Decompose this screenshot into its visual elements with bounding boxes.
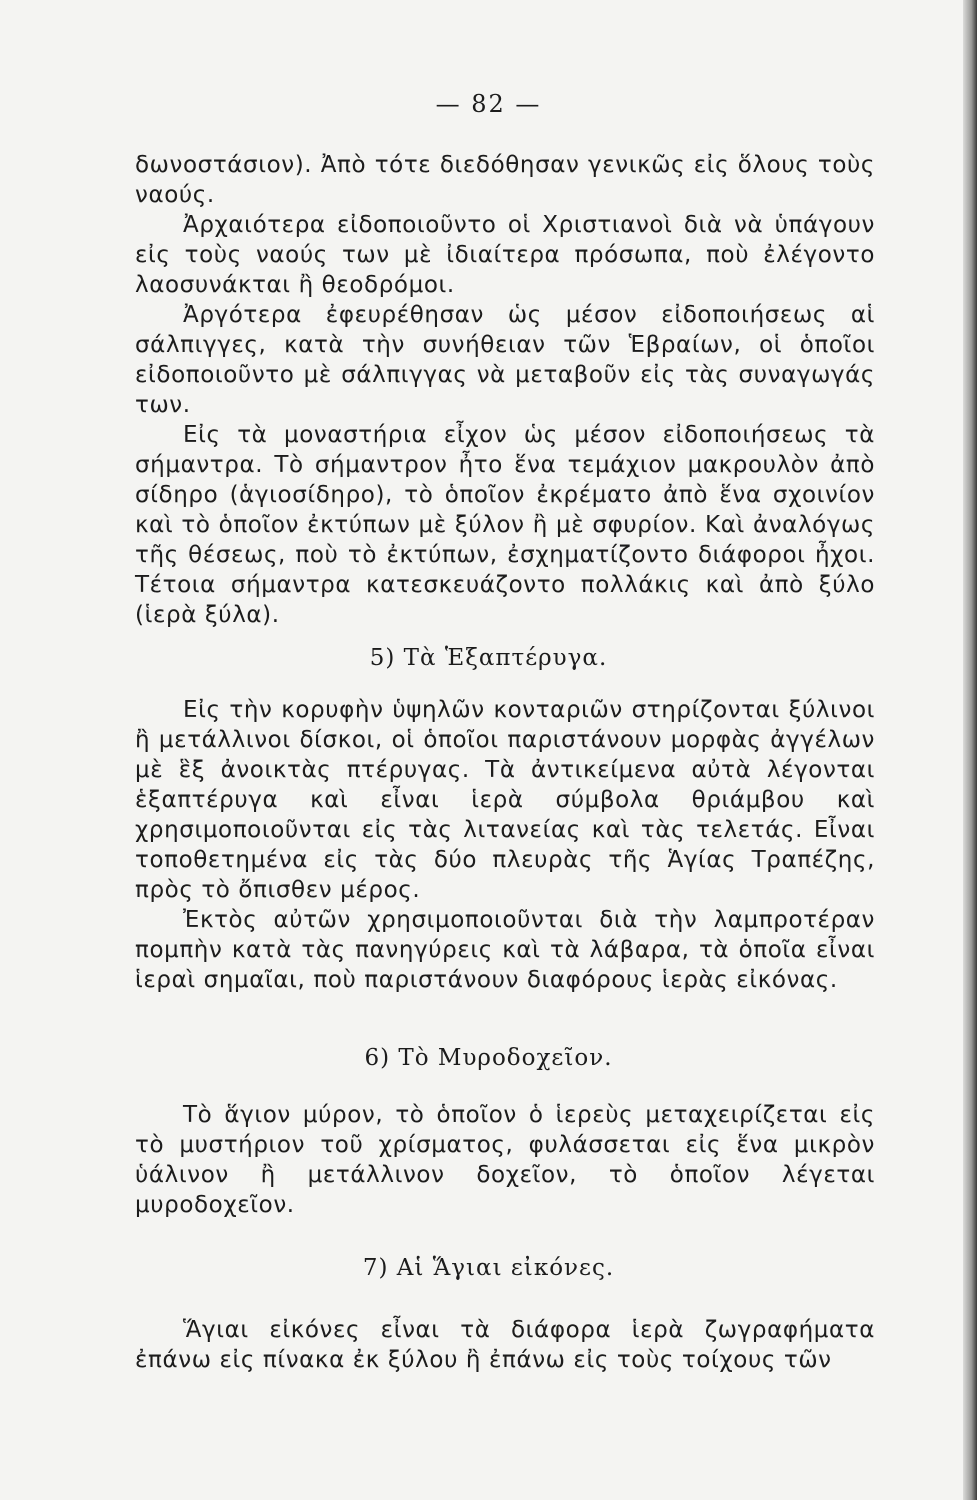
paragraph-lavara: Ἐκτὸς αὐτῶν χρησιμοποιοῦνται διὰ τὴν λαμπροτέραν πομπὴν κατὰ τὰς πανηγύρεις καὶ τὰ λάβαρα, τὰ ὁποῖα εἶναι ἱεραὶ σημαῖαι, ποὺ παριστάνουν διαφόρους ἱερὰς εἰκόνας. [135,907,875,993]
section-5-text [135,695,875,995]
paragraph-continuation: δωνοστάσιον). Ἀπὸ τότε διεδόθησαν γενικῶς εἰς ὅλους τοὺς ναούς. [135,152,875,208]
page-number: — 82 — [435,90,542,118]
paragraph-simantra: Εἰς τὰ μοναστήρια εἶχον ὡς μέσον εἰδοποιήσεως τὰ σήμαντρα. Τὸ σήμαντρον ἦτο ἕνα τεμάχιον μακρουλὸν ἀπὸ σίδηρο (ἁγιοσίδηρο), τὸ ὁποῖον ἐκρέματο ἀπὸ ἕνα σχοινίον καὶ τὸ ὁποῖον ἐκτύπων μὲ ξύλον ἢ μὲ σφυρίον. Καὶ ἀναλόγως τῆς θέσεως, ποὺ τὸ ἐκτύπων, ἐσχηματίζοντο διάφοροι ἦχοι. Τέτοια σήμαντρα κατεσκευάζοντο πολλάκις καὶ ἀπὸ ξύλο (ἱερὰ ξύλα). [135,422,875,628]
paragraph-exaptera: Εἰς τὴν κορυφὴν ὑψηλῶν κονταριῶν στηρίζονται ξύλινοι ἢ μετάλλινοι δίσκοι, οἱ ὁποῖοι παριστάνουν μορφὰς ἀγγέλων μὲ ἓξ ἀνοικτὰς πτέρυγας. Τὰ ἀντικείμενα αὐτὰ λέγονται ἑξαπτέρυγα καὶ εἶναι ἱερὰ σύμβολα θριάμβου καὶ χρησιμοποιοῦνται εἰς τὰς λιτανείας καὶ τὰς τελετάς. Εἶναι τοποθετημένα εἰς τὰς δύο πλευρὰς τῆς Ἁγίας Τραπέζης, πρὸς τὸ ὄπισθεν μέρος. [135,697,875,903]
section-7-text [135,1315,875,1375]
paragraph-salpinges: Ἀργότερα ἐφευρέθησαν ὡς μέσον εἰδοποιήσεως αἱ σάλπιγγες, κατὰ τὴν συνήθειαν τῶν Ἑβραίων, οἱ ὁποῖοι εἰδοποιοῦντο μὲ σάλπιγγας νὰ μεταβοῦν εἰς τὰς συναγωγάς των. [135,302,875,418]
intro-text-block [135,150,875,630]
paragraph-laosynaktai: Ἀρχαιότερα εἰδοποιοῦντο οἱ Χριστιανοὶ διὰ νὰ ὑπάγουν εἰς τοὺς ναούς των μὲ ἰδιαίτερα πρόσωπα, ποὺ ἐλέγοντο λαοσυνάκται ἢ θεοδρόμοι. [135,212,875,298]
paragraph-myrodocheio: Τὸ ἅγιον μύρον, τὸ ὁποῖον ὁ ἱερεὺς μεταχειρίζεται εἰς τὸ μυστήριον τοῦ χρίσματος, φυλάσσεται εἰς ἕνα μικρὸν ὑάλινον ἢ μετάλλινον δοχεῖον, τὸ ὁποῖον λέγεται μυροδοχεῖον. [135,1102,875,1218]
paragraph-eikones: Ἅγιαι εἰκόνες εἶναι τὰ διάφορα ἱερὰ ζωγραφήματα ἐπάνω εἰς πίνακα ἐκ ξύλου ἢ ἐπάνω εἰς τοὺς τοίχους τῶν [135,1317,875,1373]
section-6-heading: 6) Τὸ Μυροδοχεῖον. [364,1045,613,1071]
section-7-heading: 7) Αἱ Ἅγιαι εἰκόνες. [362,1255,615,1281]
section-5-heading: 5) Τὰ Ἑξαπτέρυγα. [369,645,608,671]
section-6-text [135,1100,875,1220]
